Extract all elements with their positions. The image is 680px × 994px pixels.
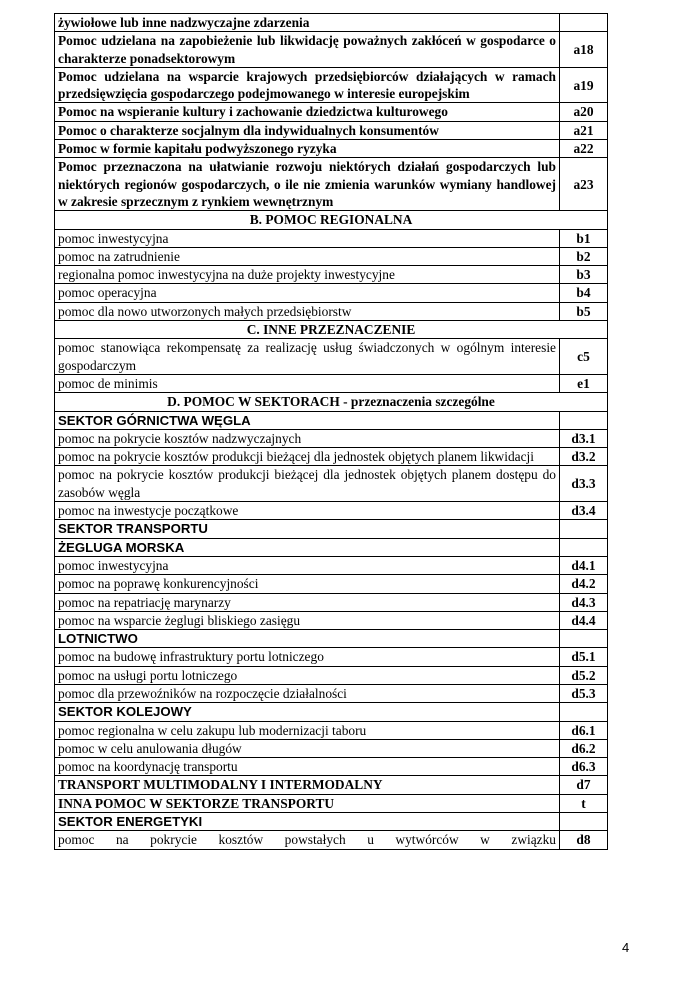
sector-title: ŻEGLUGA MORSKA — [55, 538, 560, 556]
aid-code: a21 — [560, 121, 608, 139]
table-row — [55, 339, 608, 375]
sector-title: SEKTOR ENERGETYKI — [55, 813, 560, 831]
table-row — [55, 140, 608, 158]
sector-row — [55, 538, 608, 556]
table-row — [55, 247, 608, 265]
aid-description: pomoc na pokrycie kosztów nadzwyczajnych — [55, 429, 560, 447]
aid-code: d4.3 — [560, 593, 608, 611]
aid-description: Pomoc na wspieranie kultury i zachowanie dziedzictwa kulturowego — [55, 103, 560, 121]
table-row — [55, 556, 608, 574]
table-row — [55, 794, 608, 812]
table-row — [55, 302, 608, 320]
table-row — [55, 684, 608, 702]
aid-code: t — [560, 794, 608, 812]
table-row — [55, 103, 608, 121]
aid-description: Pomoc udzielana na zapobieżenie lub likwidację poważnych zakłóceń w gospodarce o charakterze ponadsektorowym — [55, 32, 560, 68]
table-row — [55, 284, 608, 302]
table-row — [55, 831, 608, 849]
table-row — [55, 229, 608, 247]
aid-code: d6.1 — [560, 721, 608, 739]
aid-code — [560, 411, 608, 429]
aid-description: pomoc na pokrycie kosztów produkcji bieżącej dla jednostek objętych planem dostępu do zasobów węgla — [55, 466, 560, 502]
aid-code: a20 — [560, 103, 608, 121]
aid-description: pomoc de minimis — [55, 374, 560, 392]
aid-code: d3.4 — [560, 502, 608, 520]
aid-code: d4.4 — [560, 611, 608, 629]
sector-row — [55, 813, 608, 831]
aid-description: TRANSPORT MULTIMODALNY I INTERMODALNY — [55, 776, 560, 794]
table-row — [55, 611, 608, 629]
aid-code — [560, 14, 608, 32]
aid-code: d6.2 — [560, 739, 608, 757]
table-row — [55, 14, 608, 32]
section-header: C. INNE PRZEZNACZENIE — [55, 321, 608, 339]
aid-description: pomoc na zatrudnienie — [55, 247, 560, 265]
table-row — [55, 448, 608, 466]
aid-description: pomoc na usługi portu lotniczego — [55, 666, 560, 684]
aid-description: pomoc na pokrycie kosztów powstałych u wytwórców w związku — [55, 831, 560, 849]
sector-title: SEKTOR TRANSPORTU — [55, 520, 560, 538]
aid-code: d4.1 — [560, 556, 608, 574]
aid-code: a18 — [560, 32, 608, 68]
aid-description: pomoc na repatriację marynarzy — [55, 593, 560, 611]
aid-code: b3 — [560, 266, 608, 284]
aid-code: d3.1 — [560, 429, 608, 447]
table-row — [55, 776, 608, 794]
page-number: 4 — [622, 940, 630, 955]
aid-code — [560, 520, 608, 538]
table-row — [55, 67, 608, 103]
aid-description: pomoc na budowę infrastruktury portu lotniczego — [55, 648, 560, 666]
aid-description: pomoc dla przewoźników na rozpoczęcie działalności — [55, 684, 560, 702]
aid-code: a23 — [560, 158, 608, 211]
aid-description: pomoc na wsparcie żeglugi bliskiego zasięgu — [55, 611, 560, 629]
aid-code: b5 — [560, 302, 608, 320]
table-row — [55, 721, 608, 739]
section-header: B. POMOC REGIONALNA — [55, 211, 608, 229]
section-header-row — [55, 321, 608, 339]
aid-description: pomoc inwestycyjna — [55, 556, 560, 574]
table-row — [55, 429, 608, 447]
aid-description: regionalna pomoc inwestycyjna na duże projekty inwestycyjne — [55, 266, 560, 284]
sector-row — [55, 630, 608, 648]
aid-code: d3.2 — [560, 448, 608, 466]
table-row — [55, 121, 608, 139]
aid-code: d7 — [560, 776, 608, 794]
aid-description: pomoc regionalna w celu zakupu lub modernizacji taboru — [55, 721, 560, 739]
aid-description: pomoc na inwestycje początkowe — [55, 502, 560, 520]
aid-description: pomoc dla nowo utworzonych małych przedsiębiorstw — [55, 302, 560, 320]
aid-description: pomoc stanowiąca rekompensatę za realizację usług świadczonych w ogólnym interesie gospodarczym — [55, 339, 560, 375]
aid-code: d5.1 — [560, 648, 608, 666]
aid-code: b2 — [560, 247, 608, 265]
aid-code: d5.2 — [560, 666, 608, 684]
table-row — [55, 502, 608, 520]
section-header: D. POMOC W SEKTORACH - przeznaczenia szczególne — [55, 393, 608, 411]
table-row — [55, 758, 608, 776]
aid-description: INNA POMOC W SEKTORZE TRANSPORTU — [55, 794, 560, 812]
sector-title: SEKTOR KOLEJOWY — [55, 703, 560, 721]
aid-description: Pomoc przeznaczona na ułatwianie rozwoju niektórych działań gospodarczych lub niektórych regionów gospodarczych, o ile nie zmienia warunków wymiany handlowej w zakresie sprzecznym z rynkiem wewnętrznym — [55, 158, 560, 211]
table-row — [55, 575, 608, 593]
aid-description: pomoc na poprawę konkurencyjności — [55, 575, 560, 593]
table-row — [55, 593, 608, 611]
aid-description: Pomoc w formie kapitału podwyższonego ryzyka — [55, 140, 560, 158]
aid-code — [560, 703, 608, 721]
table-row — [55, 666, 608, 684]
aid-description: Pomoc o charakterze socjalnym dla indywidualnych konsumentów — [55, 121, 560, 139]
aid-code — [560, 813, 608, 831]
aid-code: d4.2 — [560, 575, 608, 593]
aid-description: żywiołowe lub inne nadzwyczajne zdarzenia — [55, 14, 560, 32]
aid-code — [560, 630, 608, 648]
section-header-row — [55, 211, 608, 229]
aid-description: pomoc operacyjna — [55, 284, 560, 302]
table-row — [55, 32, 608, 68]
aid-purpose-table — [54, 13, 608, 850]
aid-description: Pomoc udzielana na wsparcie krajowych przedsiębiorców działających w ramach przedsięwzięcia gospodarczego podejmowanego w interesie europejskim — [55, 67, 560, 103]
table-row — [55, 648, 608, 666]
aid-code: e1 — [560, 374, 608, 392]
sector-row — [55, 703, 608, 721]
sector-title: SEKTOR GÓRNICTWA WĘGLA — [55, 411, 560, 429]
sector-row — [55, 411, 608, 429]
table-row — [55, 466, 608, 502]
aid-code: d5.3 — [560, 684, 608, 702]
aid-code: b4 — [560, 284, 608, 302]
table-row — [55, 158, 608, 211]
aid-description: pomoc na koordynację transportu — [55, 758, 560, 776]
table-row — [55, 266, 608, 284]
aid-description: pomoc na pokrycie kosztów produkcji bieżącej dla jednostek objętych planem likwidacji — [55, 448, 560, 466]
aid-code: a22 — [560, 140, 608, 158]
aid-code — [560, 538, 608, 556]
aid-description: pomoc w celu anulowania długów — [55, 739, 560, 757]
table-row — [55, 374, 608, 392]
aid-code: d3.3 — [560, 466, 608, 502]
sector-row — [55, 520, 608, 538]
aid-code: a19 — [560, 67, 608, 103]
aid-code: d6.3 — [560, 758, 608, 776]
aid-code: c5 — [560, 339, 608, 375]
aid-purpose-table-body — [55, 14, 608, 850]
table-row — [55, 739, 608, 757]
sector-title: LOTNICTWO — [55, 630, 560, 648]
aid-description: pomoc inwestycyjna — [55, 229, 560, 247]
aid-code: b1 — [560, 229, 608, 247]
section-header-row — [55, 393, 608, 411]
aid-code: d8 — [560, 831, 608, 849]
